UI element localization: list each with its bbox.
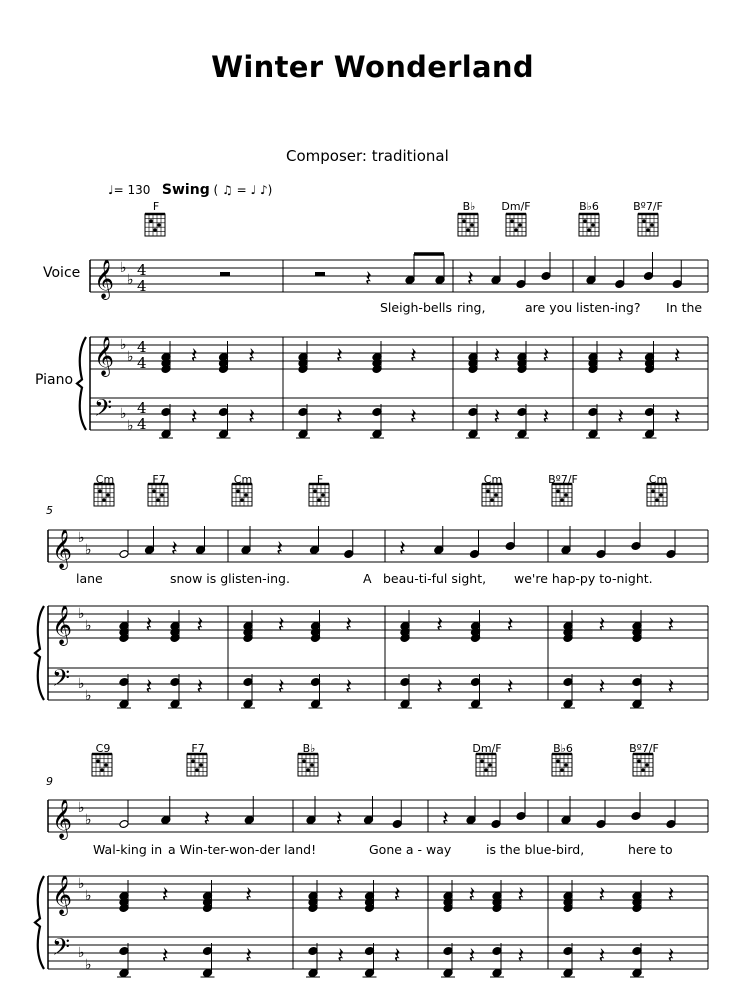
quarter-note-icon: ♩ (108, 183, 114, 197)
lyric: here to (628, 842, 673, 857)
quarter-rest-icon: 𝄽 (145, 675, 153, 700)
chord-symbol: C9 (95, 742, 111, 755)
chord-diagram-icon (148, 484, 168, 506)
chord-symbol: Cm (95, 473, 115, 486)
lyric: A (363, 571, 372, 586)
quarter-rest-icon: 𝄽 (248, 344, 255, 369)
chord-diagram-icon (637, 759, 641, 763)
chord-diagram-icon (587, 228, 591, 232)
piano-brace (35, 876, 44, 969)
chord-diagram-icon (187, 754, 207, 776)
quarter-rest-icon: 𝄽 (337, 944, 344, 969)
quarter-rest-icon: 𝄽 (196, 675, 204, 700)
chord-diagram-icon (313, 489, 317, 493)
chord-diagram-icon (659, 493, 663, 497)
chord-diagram-icon (480, 759, 484, 763)
system-number: 5 (46, 504, 53, 517)
quarter-rest-icon: 𝄽 (336, 405, 343, 430)
quarter-rest-icon: 𝄽 (667, 613, 675, 638)
swing-rhythm-icon: ( ♫ = ♩ ♪ (213, 183, 268, 197)
quarter-rest-icon: 𝄽 (673, 405, 681, 430)
quarter-rest-icon: 𝄽 (410, 405, 417, 430)
chord-symbol: B♭6 (553, 742, 573, 755)
chord-diagram-icon (510, 219, 514, 223)
chord-symbol: B♭ (462, 200, 476, 213)
quarter-rest-icon: 𝄽 (673, 344, 681, 369)
chord-diagram-icon (651, 489, 655, 493)
chord-symbol: F7 (152, 473, 166, 486)
chord-diagram-icon (482, 484, 502, 506)
lyric: In the (666, 300, 703, 315)
chord-symbol: Cm (233, 473, 253, 486)
chord-diagram-icon (647, 484, 667, 506)
time-signature: 4 (137, 354, 147, 372)
chord-diagram-icon (191, 759, 195, 763)
chord-diagram-icon (104, 763, 108, 767)
treble-clef-icon: 𝄞 (52, 799, 73, 839)
half-rest-icon (315, 272, 325, 276)
half-rest-icon (220, 272, 230, 276)
swing-label: Swing (161, 182, 210, 198)
chord-diagram-icon (556, 489, 560, 493)
chord-diagram-icon (591, 223, 595, 227)
chord-diagram-icon (514, 228, 518, 232)
chord-diagram-icon (462, 219, 466, 223)
quarter-rest-icon: 𝄽 (542, 344, 550, 369)
treble-clef-icon: 𝄞 (52, 875, 73, 915)
chord-diagram-icon (157, 223, 161, 227)
chord-symbol: Dm/F (501, 200, 531, 213)
chord-diagram-icon (321, 493, 325, 497)
flat-icon: ♭ (127, 349, 134, 365)
flat-icon: ♭ (85, 888, 92, 904)
chord-diagram-icon (317, 498, 321, 502)
lyric: Sleigh-bells (380, 300, 453, 315)
chord-diagram-icon (486, 489, 490, 493)
quarter-rest-icon: 𝄽 (277, 675, 285, 700)
quarter-rest-icon: 𝄽 (161, 944, 169, 969)
quarter-rest-icon: 𝄽 (190, 405, 198, 430)
quarter-rest-icon: 𝄽 (345, 675, 352, 700)
flat-icon: ♭ (78, 530, 85, 546)
lyric: a Win-ter-won-der land! (168, 842, 317, 857)
chord-diagram-icon (152, 489, 156, 493)
quarter-rest-icon: 𝄽 (468, 944, 476, 969)
chord-diagram-icon (106, 493, 110, 497)
composer-credit: Composer: traditional (286, 147, 449, 165)
quarter-rest-icon: 𝄽 (161, 883, 169, 908)
quarter-rest-icon: 𝄽 (248, 405, 255, 430)
quarter-rest-icon: 𝄽 (190, 344, 198, 369)
chord-symbol: Bº7/F (633, 200, 663, 213)
quarter-rest-icon: 𝄽 (245, 883, 252, 908)
flat-icon: ♭ (78, 676, 85, 692)
treble-clef-icon: 𝄞 (52, 529, 73, 569)
bass-clef-icon: 𝄢 (52, 664, 71, 697)
quarter-rest-icon: 𝄽 (667, 944, 675, 969)
chord-diagram-icon (655, 498, 659, 502)
bass-clef-icon: 𝄢 (94, 394, 113, 427)
chord-symbol: Dm/F (472, 742, 502, 755)
quarter-rest-icon: 𝄽 (171, 537, 178, 562)
quarter-rest-icon: 𝄽 (276, 537, 283, 562)
chord-diagram-icon (244, 493, 248, 497)
chord-diagram-icon (641, 768, 645, 772)
quarter-rest-icon: 𝄽 (517, 944, 525, 969)
time-signature: 4 (137, 415, 147, 433)
chord-diagram-icon (564, 763, 568, 767)
chord-diagram-icon (560, 768, 564, 772)
chord-diagram-icon (579, 214, 599, 236)
lyric: lane (76, 571, 103, 586)
chord-diagram-icon (470, 223, 474, 227)
lyric: listen-ing? (576, 300, 641, 315)
flat-icon: ♭ (120, 406, 127, 422)
piano-brace (77, 337, 86, 430)
chord-diagram-icon (195, 768, 199, 772)
chord-diagram-icon (92, 754, 112, 776)
flat-icon: ♭ (127, 418, 134, 434)
lyric: is the blue-bird, (486, 842, 585, 857)
chord-diagram-icon (484, 768, 488, 772)
chord-symbol: F (316, 473, 324, 486)
quarter-rest-icon: 𝄽 (442, 807, 449, 832)
chord-diagram-icon (646, 228, 650, 232)
system-number: 9 (46, 775, 53, 788)
quarter-rest-icon: 𝄽 (493, 344, 501, 369)
chord-diagram-icon (96, 759, 100, 763)
quarter-rest-icon: 𝄽 (399, 537, 406, 562)
chord-diagram-icon (160, 493, 164, 497)
chord-diagram-icon (506, 214, 526, 236)
lyric: are you (525, 300, 573, 315)
chord-diagram-icon (302, 759, 306, 763)
chord-diagram-icon (560, 498, 564, 502)
quarter-rest-icon: 𝄽 (598, 883, 606, 908)
quarter-rest-icon: 𝄽 (468, 883, 476, 908)
chord-symbol: F7 (191, 742, 205, 755)
chord-symbol: Cm (483, 473, 503, 486)
flat-icon: ♭ (120, 260, 127, 276)
chord-symbol: Bº7/F (548, 473, 578, 486)
chord-diagram-icon (552, 754, 572, 776)
flat-icon: ♭ (85, 542, 92, 558)
quarter-rest-icon: 𝄽 (667, 675, 675, 700)
chord-diagram-icon (583, 219, 587, 223)
quarter-rest-icon: 𝄽 (203, 807, 211, 832)
flat-icon: ♭ (85, 688, 92, 704)
treble-clef-icon: 𝄞 (52, 605, 73, 645)
chord-diagram-icon (638, 214, 658, 236)
chord-diagram-icon (645, 763, 649, 767)
quarter-rest-icon: 𝄽 (196, 613, 204, 638)
chord-diagram-icon (156, 498, 160, 502)
chord-diagram-icon (149, 219, 153, 223)
chord-diagram-icon (633, 754, 653, 776)
chord-symbol: Bº7/F (629, 742, 659, 755)
time-signature: 4 (137, 261, 147, 279)
chord-diagram-icon (94, 484, 114, 506)
flat-icon: ♭ (78, 800, 85, 816)
chord-diagram-icon (298, 754, 318, 776)
quarter-rest-icon: 𝄽 (436, 613, 443, 638)
quarter-rest-icon: 𝄽 (542, 405, 550, 430)
quarter-rest-icon: 𝄽 (365, 267, 372, 292)
chord-diagram-icon (100, 768, 104, 772)
lyric: ring, (457, 300, 486, 315)
chord-diagram-icon (145, 214, 165, 236)
chord-diagram-icon (240, 498, 244, 502)
chord-diagram-icon (236, 489, 240, 493)
lyric: Gone a - way (369, 842, 452, 857)
quarter-rest-icon: 𝄽 (517, 883, 525, 908)
quarter-rest-icon: 𝄽 (667, 883, 675, 908)
lyric: snow is glisten-ing. (170, 571, 290, 586)
quarter-rest-icon: 𝄽 (393, 883, 401, 908)
quarter-rest-icon: 𝄽 (277, 613, 285, 638)
lyric: beau-ti-ful sight, (383, 571, 487, 586)
quarter-rest-icon: 𝄽 (337, 883, 344, 908)
lyric: Wal-king in (93, 842, 163, 857)
treble-clef-icon: 𝄞 (94, 336, 115, 376)
quarter-rest-icon: 𝄽 (598, 675, 606, 700)
quarter-rest-icon: 𝄽 (493, 405, 501, 430)
quarter-rest-icon: 𝄽 (410, 344, 417, 369)
quarter-rest-icon: 𝄽 (617, 405, 624, 430)
chord-diagram-icon (102, 498, 106, 502)
chord-diagram-icon (232, 484, 252, 506)
flat-icon: ♭ (85, 957, 92, 973)
chord-diagram-icon (458, 214, 478, 236)
flat-icon: ♭ (120, 337, 127, 353)
lyric: we're hap-py to-night. (514, 571, 653, 586)
chord-diagram-icon (518, 223, 522, 227)
time-signature: 4 (137, 399, 147, 417)
flat-icon: ♭ (85, 618, 92, 634)
flat-icon: ♭ (78, 945, 85, 961)
quarter-rest-icon: 𝄽 (436, 675, 443, 700)
quarter-rest-icon: 𝄽 (345, 613, 352, 638)
chord-symbol: B♭6 (579, 200, 599, 213)
flat-icon: ♭ (78, 876, 85, 892)
chord-symbol: B♭ (302, 742, 316, 755)
chord-diagram-icon (466, 228, 470, 232)
chord-diagram-icon (310, 763, 314, 767)
quarter-rest-icon: 𝄽 (393, 944, 401, 969)
chord-symbol: Cm (648, 473, 668, 486)
chord-diagram-icon (476, 754, 496, 776)
quarter-rest-icon: 𝄽 (506, 675, 514, 700)
chord-diagram-icon (98, 489, 102, 493)
chord-diagram-icon (552, 484, 572, 506)
bass-clef-icon: 𝄢 (52, 933, 71, 966)
treble-clef-icon: 𝄞 (94, 259, 115, 299)
quarter-rest-icon: 𝄽 (245, 944, 252, 969)
chord-diagram-icon (199, 763, 203, 767)
tempo-bpm: = 130 (113, 183, 151, 197)
quarter-rest-icon: 𝄽 (145, 613, 153, 638)
quarter-rest-icon: 𝄽 (598, 613, 606, 638)
chord-diagram-icon (564, 493, 568, 497)
time-signature: 4 (137, 338, 147, 356)
quarter-rest-icon: 𝄽 (598, 944, 606, 969)
quarter-rest-icon: 𝄽 (467, 267, 474, 292)
chord-diagram-icon (494, 493, 498, 497)
quarter-rest-icon: 𝄽 (336, 344, 343, 369)
chord-diagram-icon (642, 219, 646, 223)
voice-label: Voice (43, 265, 81, 281)
flat-icon: ♭ (127, 272, 134, 288)
quarter-rest-icon: 𝄽 (506, 613, 514, 638)
piano-brace (35, 606, 44, 700)
time-signature: 4 (137, 277, 147, 295)
chord-diagram-icon (306, 768, 310, 772)
flat-icon: ♭ (78, 606, 85, 622)
chord-diagram-icon (650, 223, 654, 227)
piano-label: Piano (35, 372, 74, 388)
chord-diagram-icon (490, 498, 494, 502)
chord-symbol: F (152, 200, 160, 213)
quarter-rest-icon: 𝄽 (335, 807, 343, 832)
quarter-rest-icon: 𝄽 (617, 344, 624, 369)
flat-icon: ♭ (85, 812, 92, 828)
chord-diagram-icon (153, 228, 157, 232)
chord-diagram-icon (556, 759, 560, 763)
chord-diagram-icon (309, 484, 329, 506)
page-title: Winter Wonderland (211, 50, 534, 84)
chord-diagram-icon (488, 763, 492, 767)
swing-close: ) (267, 183, 273, 197)
